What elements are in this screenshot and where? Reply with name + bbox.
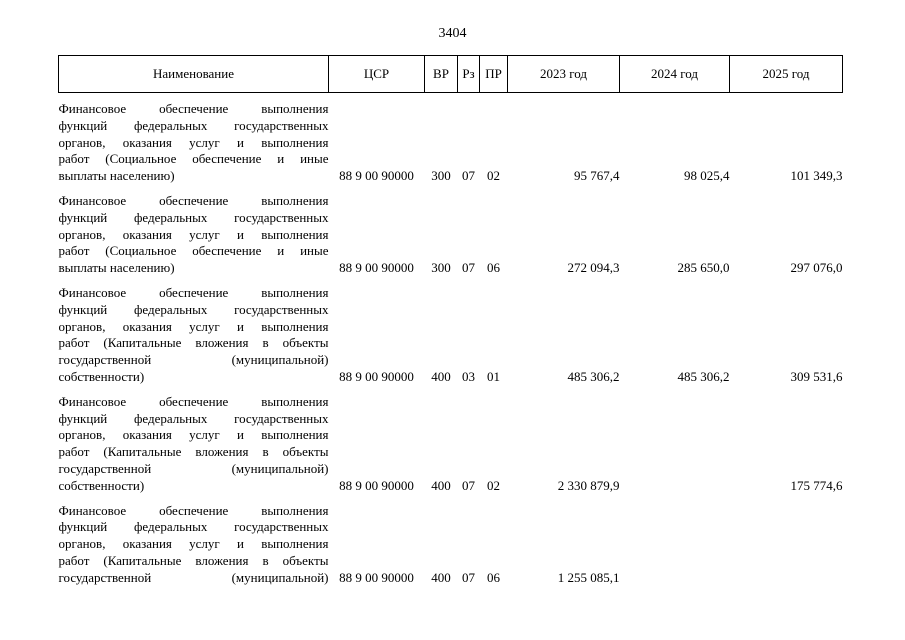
- name-line: органов, оказания услуг и выполнения: [58, 226, 329, 242]
- cell-2025: 309 531,6: [790, 368, 843, 384]
- page-number: 3404: [438, 26, 467, 41]
- header-rz: Рз: [458, 56, 480, 93]
- cell-2023: 272 094,3: [567, 260, 620, 276]
- cell-2025: 297 076,0: [790, 260, 843, 276]
- cell-pr: 06: [487, 260, 500, 276]
- cell-vr: 300: [431, 168, 451, 184]
- name-line: собственности): [58, 368, 145, 384]
- cell-2024: 98 025,4: [684, 168, 730, 184]
- row-spacer-cell: [59, 386, 843, 394]
- header-2024: 2024 год: [620, 56, 730, 93]
- cell-2024: [620, 394, 730, 495]
- cell-pr: 01: [487, 368, 500, 384]
- table-row: [59, 503, 843, 587]
- cell-2024: 485 306,2: [677, 368, 730, 384]
- cell-csr: 88 9 00 90000: [339, 569, 414, 585]
- cell-rz: 07: [462, 477, 475, 493]
- name-line: работ (Капитальные вложения в объекты: [58, 335, 329, 351]
- cell-vr: 400: [431, 569, 451, 585]
- header-2025: 2025 год: [730, 56, 843, 93]
- name-line: Финансовое обеспечение выполнения: [58, 192, 329, 208]
- name-line: государственной (муниципальной): [58, 460, 329, 476]
- cell-csr: 88 9 00 90000: [339, 477, 414, 493]
- header-name: Наименование: [59, 56, 329, 93]
- row-spacer: [59, 93, 843, 102]
- cell-csr: 88 9 00 90000: [339, 260, 414, 276]
- cell-name: [59, 394, 329, 495]
- cell-2023: 1 255 085,1: [557, 569, 620, 585]
- header-csr: ЦСР: [329, 56, 425, 93]
- table-row: [59, 101, 843, 185]
- cell-vr: 400: [431, 477, 451, 493]
- table-row: [59, 285, 843, 386]
- table-row: [59, 394, 843, 495]
- header-2023: 2023 год: [508, 56, 620, 93]
- name-line: функций федеральных государственных: [58, 410, 329, 426]
- name-line: органов, оказания услуг и выполнения: [58, 318, 329, 334]
- cell-rz: 03: [462, 368, 475, 384]
- name-line: функций федеральных государственных: [58, 301, 329, 317]
- name-line: государственной (муниципальной): [58, 569, 329, 585]
- cell-name: [59, 285, 329, 386]
- name-line: выплаты населению): [58, 260, 175, 276]
- cell-2025: 175 774,6: [790, 477, 843, 493]
- header-row: [59, 56, 843, 93]
- name-line: Финансовое обеспечение выполнения: [58, 101, 329, 116]
- name-line: Финансовое обеспечение выполнения: [58, 284, 329, 300]
- cell-name: [59, 503, 329, 587]
- cell-2024: [620, 503, 730, 587]
- cell-pr: 06: [487, 569, 500, 585]
- budget-table: [58, 55, 843, 587]
- name-line: функций федеральных государственных: [58, 519, 329, 535]
- cell-name: [59, 193, 329, 277]
- name-line: работ (Капитальные вложения в объекты: [58, 552, 329, 568]
- row-spacer-cell: [59, 277, 843, 285]
- cell-pr: 02: [487, 168, 500, 184]
- name-line: органов, оказания услуг и выполнения: [58, 536, 329, 552]
- name-line: выплаты населению): [58, 168, 175, 184]
- row-spacer: [59, 277, 843, 285]
- row-spacer: [59, 495, 843, 503]
- row-spacer: [59, 386, 843, 394]
- name-line: функций федеральных государственных: [58, 117, 329, 133]
- name-line: работ (Социальное обеспечение и иные: [58, 243, 329, 259]
- cell-rz: 07: [462, 260, 475, 276]
- header-pr: ПР: [480, 56, 508, 93]
- cell-vr: 400: [431, 368, 451, 384]
- name-line: работ (Капитальные вложения в объекты: [58, 444, 329, 460]
- cell-csr: 88 9 00 90000: [339, 368, 414, 384]
- row-spacer: [59, 185, 843, 193]
- cell-pr: 02: [487, 477, 500, 493]
- name-line: органов, оказания услуг и выполнения: [58, 134, 329, 150]
- name-line: собственности): [58, 477, 145, 493]
- cell-2025: [730, 503, 843, 587]
- header-vr: ВР: [425, 56, 458, 93]
- cell-2023: 485 306,2: [567, 368, 620, 384]
- name-line: Финансовое обеспечение выполнения: [58, 393, 329, 409]
- cell-2023: 95 767,4: [574, 168, 620, 184]
- table-body: [59, 93, 843, 587]
- cell-2024: 285 650,0: [677, 260, 730, 276]
- cell-2025: 101 349,3: [790, 168, 843, 184]
- row-spacer-cell: [59, 495, 843, 503]
- name-line: функций федеральных государственных: [58, 209, 329, 225]
- cell-csr: 88 9 00 90000: [339, 168, 414, 184]
- cell-vr: 300: [431, 260, 451, 276]
- name-line: государственной (муниципальной): [58, 352, 329, 368]
- row-spacer-cell: [59, 93, 843, 102]
- cell-rz: 07: [462, 569, 475, 585]
- name-line: Финансовое обеспечение выполнения: [58, 502, 329, 518]
- table-row: [59, 193, 843, 277]
- name-line: органов, оказания услуг и выполнения: [58, 427, 329, 443]
- row-spacer-cell: [59, 185, 843, 193]
- name-line: работ (Социальное обеспечение и иные: [58, 151, 329, 167]
- cell-2023: 2 330 879,9: [557, 477, 620, 493]
- cell-name: [59, 101, 329, 185]
- cell-rz: 07: [462, 168, 475, 184]
